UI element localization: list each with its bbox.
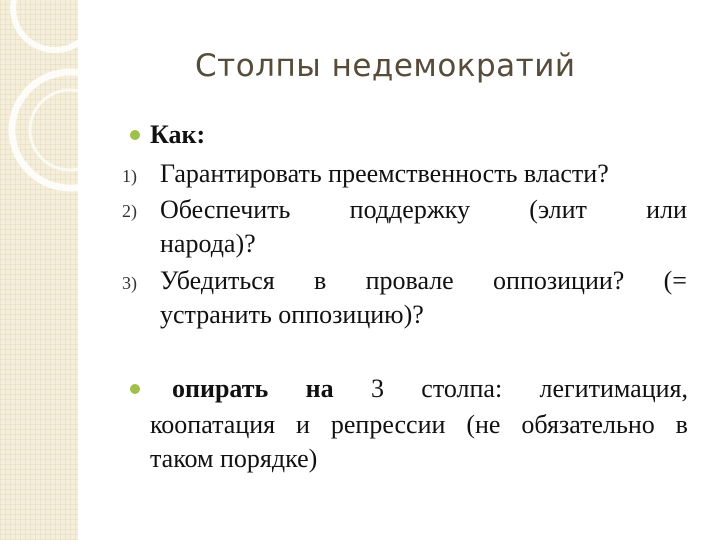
word: в	[675, 410, 688, 439]
bottom-bullet-continuation: таком порядке)	[150, 444, 318, 473]
bullet-icon	[130, 130, 140, 140]
bottom-bullet-line	[172, 372, 688, 406]
word: репрессии	[330, 410, 446, 439]
item-number: 1)	[122, 166, 137, 186]
bullet-icon	[130, 384, 140, 394]
word: (не	[466, 410, 501, 439]
word: коопатация	[150, 410, 276, 439]
item-text-line	[160, 264, 687, 298]
word: или	[646, 195, 687, 224]
word: обязательно	[521, 410, 655, 439]
word: 3	[370, 374, 384, 403]
item-text-continuation: устранить оппозицию)?	[160, 300, 424, 329]
word: провале	[365, 266, 454, 295]
word: поддержку	[349, 195, 471, 224]
bottom-bullet-line	[150, 408, 688, 442]
word: Обеспечить	[160, 195, 291, 224]
word: оппозиции?	[493, 266, 625, 295]
word: легитимация,	[539, 374, 688, 403]
word: (=	[663, 266, 687, 295]
heading-bullet-text: Как:	[150, 120, 206, 149]
word: опирать	[172, 374, 269, 403]
item-number: 2)	[122, 201, 137, 221]
item-text-continuation: народа)?	[160, 229, 256, 258]
word: в	[314, 266, 327, 295]
word: столпа:	[421, 374, 503, 403]
slide-title: Столпы недемократий	[195, 48, 576, 84]
item-number: 3)	[122, 273, 137, 293]
word: (элит	[529, 195, 587, 224]
word: на	[305, 374, 334, 403]
item-text-line	[160, 193, 687, 227]
word: Убедиться	[160, 266, 275, 295]
item-text: Гарантировать преемственность власти?	[160, 159, 609, 188]
word: и	[296, 410, 310, 439]
